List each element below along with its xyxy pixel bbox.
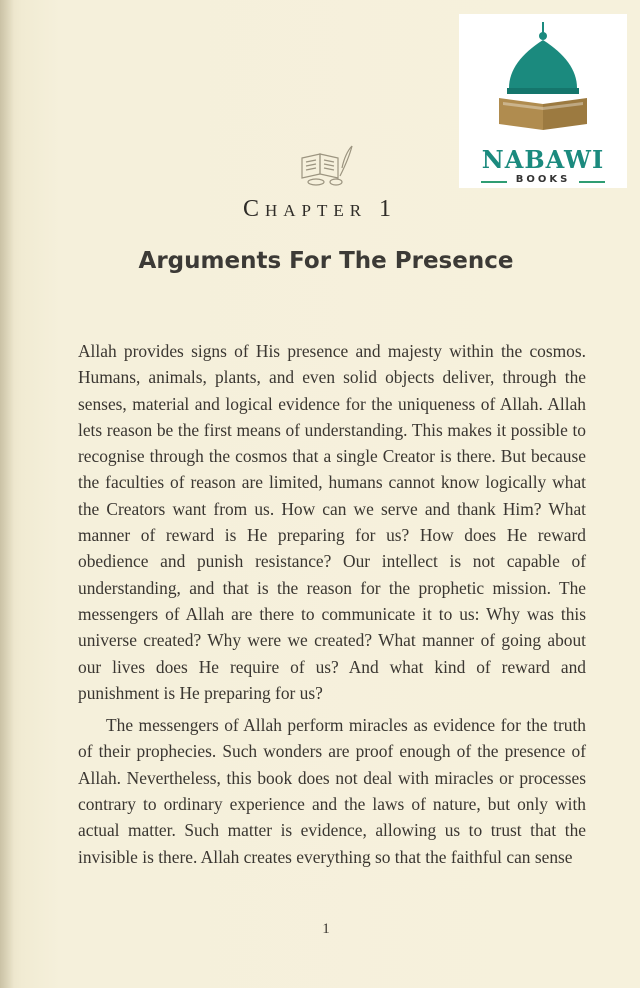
logo-title: NABAWI [481, 145, 605, 174]
chapter-title: Arguments For The Presence [138, 248, 514, 274]
paragraph-1: Allah provides signs of His presence and majesty within the cosmos. Humans, animals, plants, and even solid objects deliver, through the senses, material and logical evidence for the uniqueness of Allah. Allah lets reason be the first means of understanding. This makes it possible to recognise through the cosmos that a single Creator is there. But because the faculties of reason are limited, humans cannot know logically what the Creators want from us. How can we serve and thank Him? What manner of reward is He preparing for us? How does He reward obedience and punish resistance? Our intellect is not capable of understanding, and that is the reason for the prophetic mission. The messengers of Allah are there to communicate it to us: Why was this universe created? Why were we created? What manner of going about our lives does He require of us? And what kind of reward and punishment is He preparing for us? [78, 341, 586, 703]
quill-and-book-ornament-icon [294, 140, 358, 188]
spine-shadow [0, 0, 14, 988]
chapter-label: Chapter 1 [242, 196, 398, 222]
logo-subtitle: BOOKS [515, 174, 571, 185]
chapter-body [78, 338, 586, 870]
paragraph-2: The messengers of Allah perform miracles as evidence for the truth of their prophecies. Such wonders are proof enough of the presence of Allah. Nevertheless, this book does not deal with miracles or processes contrary to ordinary experience and the laws of nature, but only with actual matter. Such matter is evidence, allowing us to trust that the invisible is there. Allah creates everything so that the faithful can sense [78, 715, 586, 867]
nabawi-books-logo [459, 14, 627, 188]
page-number: 1 [322, 921, 330, 937]
logo-divider-right [579, 181, 605, 183]
mosque-dome-book-icon [459, 14, 627, 144]
